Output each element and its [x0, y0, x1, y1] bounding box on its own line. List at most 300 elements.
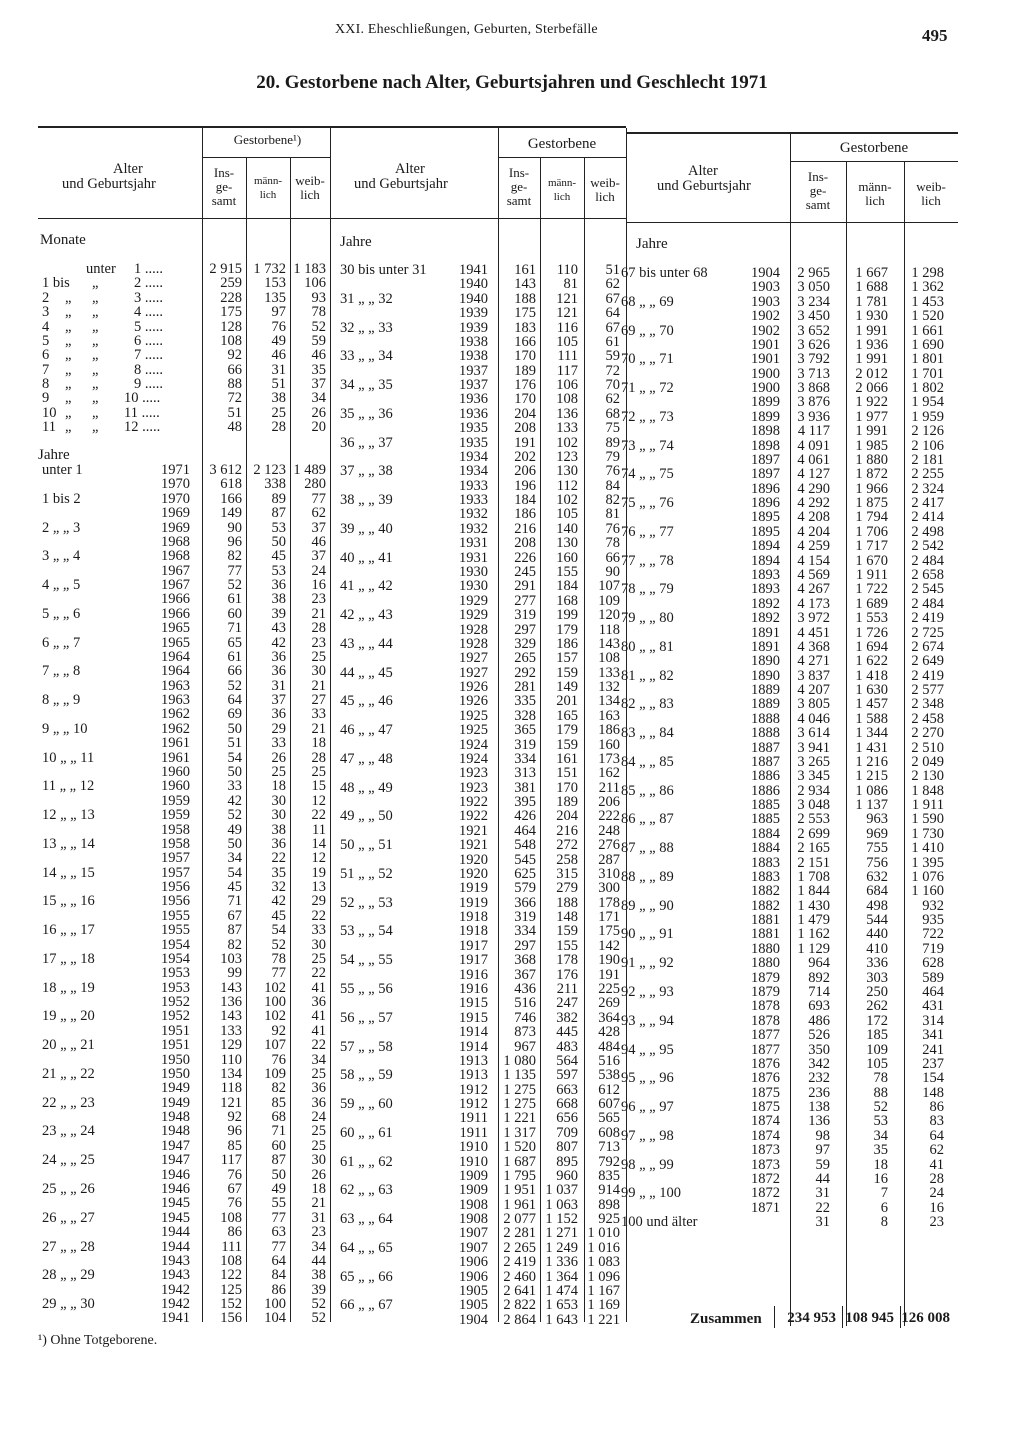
cell-value: 269 [598, 995, 620, 1012]
cell-value: 106 [304, 275, 326, 292]
cell-value: 2 281 [503, 1225, 536, 1242]
birth-year: 1887 [751, 753, 780, 770]
birth-year: 1901 [751, 336, 780, 353]
birth-year: 1927 [459, 664, 488, 681]
cell-value: 464 [514, 822, 536, 839]
cell-value: 83 [929, 1113, 944, 1130]
cell-value: 516 [514, 995, 536, 1012]
cell-value: 597 [556, 1067, 578, 1084]
birth-year: 1969 [161, 519, 190, 536]
cell-value: 1 160 [911, 883, 944, 900]
age-label: 2 „ „ 3 [42, 519, 81, 536]
cell-value: 1 653 [545, 1297, 578, 1314]
birth-year: 1880 [751, 955, 780, 972]
cell-value: 1 687 [503, 1153, 536, 1170]
age-label: 42 „ „ 43 [340, 607, 393, 624]
birth-year: 1932 [459, 506, 488, 523]
birth-year: 1921 [459, 837, 488, 854]
age-label: 62 „ „ 63 [340, 1182, 393, 1199]
cell-value: 25 [311, 648, 326, 665]
cell-value: 37 [271, 692, 286, 709]
cell-value: 2 934 [797, 782, 830, 799]
rule-vertical [842, 1306, 843, 1328]
birth-year: 1970 [161, 476, 190, 493]
cell-value: 498 [866, 897, 888, 914]
age-label: 99 „ „ 100 [621, 1185, 681, 1202]
age-label: 5 „ „ 6 [42, 605, 81, 622]
age-label: 87 „ „ 88 [621, 840, 674, 857]
cell-value: 297 [514, 621, 536, 638]
birth-year: 1914 [459, 1024, 488, 1041]
birth-year: 1871 [751, 1199, 780, 1216]
cell-value: 969 [866, 825, 888, 842]
cell-value: 76 [271, 1051, 286, 1068]
cell-value: 36 [311, 1094, 326, 1111]
cell-value: 544 [866, 912, 888, 929]
cell-value: 2 419 [911, 610, 944, 627]
age-label: 19 „ „ 20 [42, 1008, 95, 1025]
ditto-mark: „ [65, 304, 72, 321]
cell-value: 21 [311, 720, 326, 737]
cell-value: 279 [556, 880, 578, 897]
age-label: 52 „ „ 53 [340, 894, 393, 911]
birth-year: 1945 [161, 1195, 190, 1212]
birth-year: 1889 [751, 682, 780, 699]
birth-year: 1872 [751, 1185, 780, 1202]
birth-year: 1955 [161, 907, 190, 924]
cell-value: 36 [271, 663, 286, 680]
cell-value: 1 936 [855, 336, 888, 353]
section-jahre: Jahre [38, 447, 70, 463]
cell-value: 1 590 [911, 811, 944, 828]
cell-value: 22 [311, 807, 326, 824]
cell-value: 4 127 [797, 466, 830, 483]
cell-value: 835 [598, 1167, 620, 1184]
cell-value: 61 [227, 648, 242, 665]
cell-value: 36 [271, 648, 286, 665]
cell-value: 41 [311, 979, 326, 996]
cell-value: 67 [227, 907, 242, 924]
age-label: 1 bis [42, 275, 70, 292]
cell-value: 149 [556, 679, 578, 696]
cell-value: 3 450 [797, 308, 830, 325]
cell-value: 53 [271, 519, 286, 536]
cell-value: 59 [815, 1156, 830, 1173]
cell-value: 2 419 [503, 1254, 536, 1271]
total-value: 126 008 [901, 1310, 950, 1326]
cell-value: 628 [922, 955, 944, 972]
cell-value: 51 [227, 404, 242, 421]
cell-value: 1 364 [545, 1268, 578, 1285]
cell-value: 78 [605, 535, 620, 552]
cell-value: 52 [311, 1310, 326, 1327]
age-label: 35 „ „ 36 [340, 405, 393, 422]
cell-value: 22 [311, 1037, 326, 1054]
cell-value: 2 419 [911, 667, 944, 684]
cell-value: 350 [808, 1041, 830, 1058]
cell-value: 23 [311, 1224, 326, 1241]
cell-value: 71 [271, 1123, 286, 1140]
cell-value: 300 [598, 880, 620, 897]
cell-value: 1 096 [587, 1268, 620, 1285]
age-label: 51 „ „ 52 [340, 865, 393, 882]
birth-year: 1964 [161, 648, 190, 665]
cell-value: 71 [227, 893, 242, 910]
cell-value: 1 991 [855, 322, 888, 339]
cell-value: 319 [514, 607, 536, 624]
age-label: 27 „ „ 28 [42, 1238, 95, 1255]
cell-value: 37 [311, 548, 326, 565]
cell-value: 2 460 [503, 1268, 536, 1285]
cell-value: 121 [220, 1094, 242, 1111]
cell-value: 38 [271, 821, 286, 838]
age-label: 55 „ „ 56 [340, 981, 393, 997]
cell-value: 102 [264, 979, 286, 996]
cell-value: 1 553 [855, 610, 888, 627]
cell-value: 1 717 [855, 538, 888, 555]
birth-year: 1948 [161, 1109, 190, 1126]
birth-year: 1891 [751, 624, 780, 641]
cell-value: 176 [514, 377, 536, 394]
cell-value: 155 [556, 563, 578, 580]
birth-year: 1893 [751, 581, 780, 598]
age-label: 66 „ „ 67 [340, 1297, 393, 1314]
cell-value: 287 [598, 851, 620, 868]
cell-value: 4 451 [797, 624, 830, 641]
birth-year: 1964 [161, 663, 190, 680]
cell-value: 4 154 [797, 552, 830, 569]
cell-value: 23 [311, 591, 326, 608]
cell-value: 39 [271, 605, 286, 622]
cell-value: 526 [808, 1027, 830, 1044]
birth-year: 1910 [459, 1139, 488, 1156]
cell-value: 96 [227, 533, 242, 550]
birth-year: 1949 [161, 1080, 190, 1097]
cell-value: 11 [312, 821, 326, 838]
cell-value: 693 [808, 998, 830, 1015]
cell-value: 159 [556, 664, 578, 681]
cell-value: 2 674 [911, 638, 944, 655]
birth-year: 1920 [459, 851, 488, 868]
cell-value: 24 [311, 1109, 326, 1126]
cell-value: 68 [271, 1109, 286, 1126]
cell-value: 3 614 [797, 725, 830, 742]
cell-value: 14 [311, 835, 326, 852]
birth-year: 1890 [751, 667, 780, 684]
cell-value: 28 [271, 419, 286, 436]
cell-value: 106 [556, 377, 578, 394]
cell-value: 4 271 [797, 653, 830, 670]
cell-value: 154 [922, 1070, 944, 1087]
ditto-mark: „ [92, 376, 99, 393]
cell-value: 1 135 [503, 1067, 536, 1084]
cell-value: 2 864 [503, 1311, 536, 1328]
age-label: 11 [42, 419, 56, 436]
birth-year: 1924 [459, 750, 488, 767]
cell-value: 2 077 [503, 1211, 536, 1228]
cell-value: 1 336 [545, 1254, 578, 1271]
cell-value: 151 [556, 765, 578, 782]
cell-value: 108 [556, 391, 578, 408]
cell-value: 1 317 [503, 1124, 536, 1141]
age-label: 2 [42, 289, 50, 306]
birth-year: 1941 [161, 1310, 190, 1327]
birth-year: 1943 [161, 1267, 190, 1284]
cell-value: 39 [311, 1281, 326, 1298]
cell-value: 38 [311, 1267, 326, 1284]
birth-year: 1930 [459, 578, 488, 595]
age-label: 76 „ „ 77 [621, 523, 674, 540]
cell-value: 188 [556, 894, 578, 911]
cell-value: 1 271 [545, 1225, 578, 1242]
total-label: Zusammen [690, 1311, 762, 1327]
cell-value: 3 626 [797, 336, 830, 353]
cell-value: 564 [556, 1052, 578, 1069]
birth-year: 1912 [459, 1096, 488, 1113]
cell-value: 31 [815, 1185, 830, 1202]
cell-value: 3 972 [797, 610, 830, 627]
birth-year: 1930 [459, 563, 488, 580]
cell-value: 1 966 [855, 480, 888, 497]
birth-year: 1913 [459, 1067, 488, 1084]
cell-value: 722 [922, 926, 944, 943]
cell-value: 292 [514, 664, 536, 681]
birth-year: 1951 [161, 1037, 190, 1054]
ditto-mark: „ [65, 347, 72, 364]
cell-value: 12 [311, 850, 326, 867]
cell-value: 36 [271, 577, 286, 594]
cell-value: 108 [220, 1209, 242, 1226]
birth-year: 1922 [459, 808, 488, 825]
birth-year: 1902 [751, 308, 780, 325]
cell-value: 1 930 [855, 308, 888, 325]
age-label: 45 „ „ 46 [340, 693, 393, 710]
birth-year: 1933 [459, 477, 488, 494]
birth-year: 1923 [459, 765, 488, 782]
cell-value: 2 012 [855, 365, 888, 382]
cell-value: 18 [271, 778, 286, 795]
cell-value: 148 [922, 1084, 944, 1101]
cell-value: 134 [598, 693, 620, 710]
cell-value: 191 [598, 966, 620, 983]
age-label: 86 „ „ 87 [621, 811, 674, 828]
cell-value: 65 [227, 634, 242, 651]
birth-year: 1950 [161, 1065, 190, 1082]
cell-value: 121 [556, 305, 578, 322]
cell-value: 55 [271, 1195, 286, 1212]
cell-value: 81 [563, 276, 578, 293]
age-label: 18 „ „ 19 [42, 979, 95, 996]
rule-horizontal [790, 161, 958, 162]
birth-year: 1905 [459, 1297, 488, 1314]
cell-value: 37 [311, 519, 326, 536]
cell-value: 2 414 [911, 509, 944, 526]
cell-value: 89 [605, 434, 620, 451]
cell-value: 1 848 [911, 782, 944, 799]
cell-value: 1 802 [911, 380, 944, 397]
birth-year: 1884 [751, 825, 780, 842]
cell-value: 49 [271, 332, 286, 349]
rule-vertical [774, 1306, 775, 1328]
cell-value: 684 [866, 883, 888, 900]
cell-value: 184 [556, 578, 578, 595]
cell-value: 297 [514, 937, 536, 954]
cell-value: 24 [929, 1185, 944, 1202]
birth-year: 1912 [459, 1081, 488, 1098]
age-upper: 1 ..... [134, 261, 163, 277]
table-title: 20. Gestorbene nach Alter, Geburtsjahren und Geschlecht 1971 [256, 72, 768, 93]
rule-horizontal [38, 218, 330, 219]
cell-value: 59 [605, 348, 620, 365]
ditto-mark: „ [92, 390, 99, 407]
age-label: 94 „ „ 95 [621, 1041, 674, 1058]
birth-year: 1963 [161, 692, 190, 709]
cell-value: 50 [227, 835, 242, 852]
birth-year: 1971 [161, 462, 190, 478]
age-label: 14 „ „ 15 [42, 864, 95, 881]
cell-value: 21 [311, 1195, 326, 1212]
cell-value: 157 [556, 650, 578, 667]
age-label: 77 „ „ 78 [621, 552, 674, 569]
cell-value: 1 169 [587, 1297, 620, 1314]
birth-year: 1923 [459, 779, 488, 796]
cell-value: 25 [311, 1065, 326, 1082]
cell-value: 4 117 [797, 423, 830, 440]
cell-value: 61 [227, 591, 242, 608]
cell-value: 44 [815, 1170, 830, 1187]
cell-value: 1 726 [855, 624, 888, 641]
birth-year: 1925 [459, 722, 488, 739]
cell-value: 67 [605, 319, 620, 336]
birth-year: 1937 [459, 362, 488, 379]
age-label: 80 „ „ 81 [621, 638, 674, 655]
cell-value: 612 [598, 1081, 620, 1098]
cell-value: 208 [514, 420, 536, 437]
cell-value: 30 [311, 1152, 326, 1169]
cell-value: 45 [227, 879, 242, 896]
age-label: 6 [42, 347, 50, 364]
age-upper: 9 ..... [134, 376, 163, 393]
cell-value: 72 [227, 390, 242, 407]
cell-value: 960 [556, 1167, 578, 1184]
cell-value: 216 [556, 822, 578, 839]
cell-value: 204 [514, 405, 536, 422]
cell-value: 66 [227, 361, 242, 378]
cell-value: 79 [605, 448, 620, 465]
birth-year: 1970 [161, 490, 190, 507]
cell-value: 110 [556, 262, 578, 278]
cell-value: 161 [556, 750, 578, 767]
birth-year: 1935 [459, 420, 488, 437]
cell-value: 483 [556, 1038, 578, 1055]
cell-value: 81 [605, 506, 620, 523]
cell-value: 245 [514, 563, 536, 580]
ditto-mark: „ [65, 289, 72, 306]
cell-value: 1 215 [855, 768, 888, 785]
cell-value: 1 275 [503, 1081, 536, 1098]
rule-horizontal [330, 126, 626, 128]
cell-value: 34 [227, 850, 242, 867]
cell-value: 136 [556, 405, 578, 422]
birth-year: 1915 [459, 995, 488, 1012]
cell-value: 3 936 [797, 408, 830, 425]
cell-value: 336 [866, 955, 888, 972]
cell-value: 135 [264, 289, 286, 306]
cell-value: 31 [271, 361, 286, 378]
birth-year: 1873 [751, 1156, 780, 1173]
cell-value: 59 [311, 332, 326, 349]
cell-value: 53 [271, 562, 286, 579]
age-label: 43 „ „ 44 [340, 635, 393, 652]
cell-value: 222 [598, 808, 620, 825]
cell-value: 78 [873, 1070, 888, 1087]
birth-year: 1959 [161, 807, 190, 824]
cell-value: 22 [815, 1199, 830, 1216]
birth-year: 1885 [751, 797, 780, 814]
cell-value: 201 [556, 693, 578, 710]
cell-value: 211 [556, 981, 578, 997]
birth-year: 1939 [459, 319, 488, 336]
cell-value: 755 [866, 840, 888, 857]
cell-value: 1 991 [855, 423, 888, 440]
cell-value: 565 [598, 1110, 620, 1127]
cell-value: 3 048 [797, 797, 830, 814]
cell-value: 2 577 [911, 682, 944, 699]
cell-value: 2 725 [911, 624, 944, 641]
birth-year: 1929 [459, 592, 488, 609]
birth-year: 1929 [459, 607, 488, 624]
cell-value: 33 [311, 706, 326, 723]
birth-year: 1883 [751, 854, 780, 871]
cell-value: 34 [311, 1051, 326, 1068]
cell-value: 159 [556, 923, 578, 940]
cell-value: 46 [311, 347, 326, 364]
cell-value: 1 010 [587, 1225, 620, 1242]
birth-year: 1898 [751, 423, 780, 440]
cell-value: 26 [311, 1166, 326, 1183]
cell-value: 49 [227, 821, 242, 838]
age-label: 56 „ „ 57 [340, 1009, 393, 1026]
cell-value: 105 [556, 333, 578, 350]
cell-value: 77 [271, 965, 286, 982]
cell-value: 68 [605, 405, 620, 422]
age-label: 75 „ „ 76 [621, 495, 674, 512]
age-upper: 2 ..... [134, 275, 163, 292]
birth-year: 1886 [751, 768, 780, 785]
cell-value: 64 [227, 692, 242, 709]
cell-value: 178 [598, 894, 620, 911]
cell-value: 538 [598, 1067, 620, 1084]
rule-vertical [202, 128, 203, 1322]
birth-year: 1931 [459, 549, 488, 566]
cell-value: 756 [866, 854, 888, 871]
cell-value: 4 046 [797, 710, 830, 727]
birth-year: 1968 [161, 533, 190, 550]
birth-year: 1913 [459, 1052, 488, 1069]
header-gestorbene: Gestorbene [839, 140, 909, 156]
cell-value: 204 [556, 808, 578, 825]
cell-value: 189 [514, 362, 536, 379]
cell-value: 7 [880, 1185, 888, 1202]
header-alter: und Geburtsjahr [62, 176, 156, 192]
cell-value: 1 063 [545, 1196, 578, 1213]
header-maennlich: männ- lich [253, 175, 283, 201]
cell-value: 579 [514, 880, 536, 897]
cell-value: 175 [220, 304, 242, 321]
cell-value: 1 844 [797, 883, 830, 900]
cell-value: 23 [311, 634, 326, 651]
birth-year: 1956 [161, 879, 190, 896]
